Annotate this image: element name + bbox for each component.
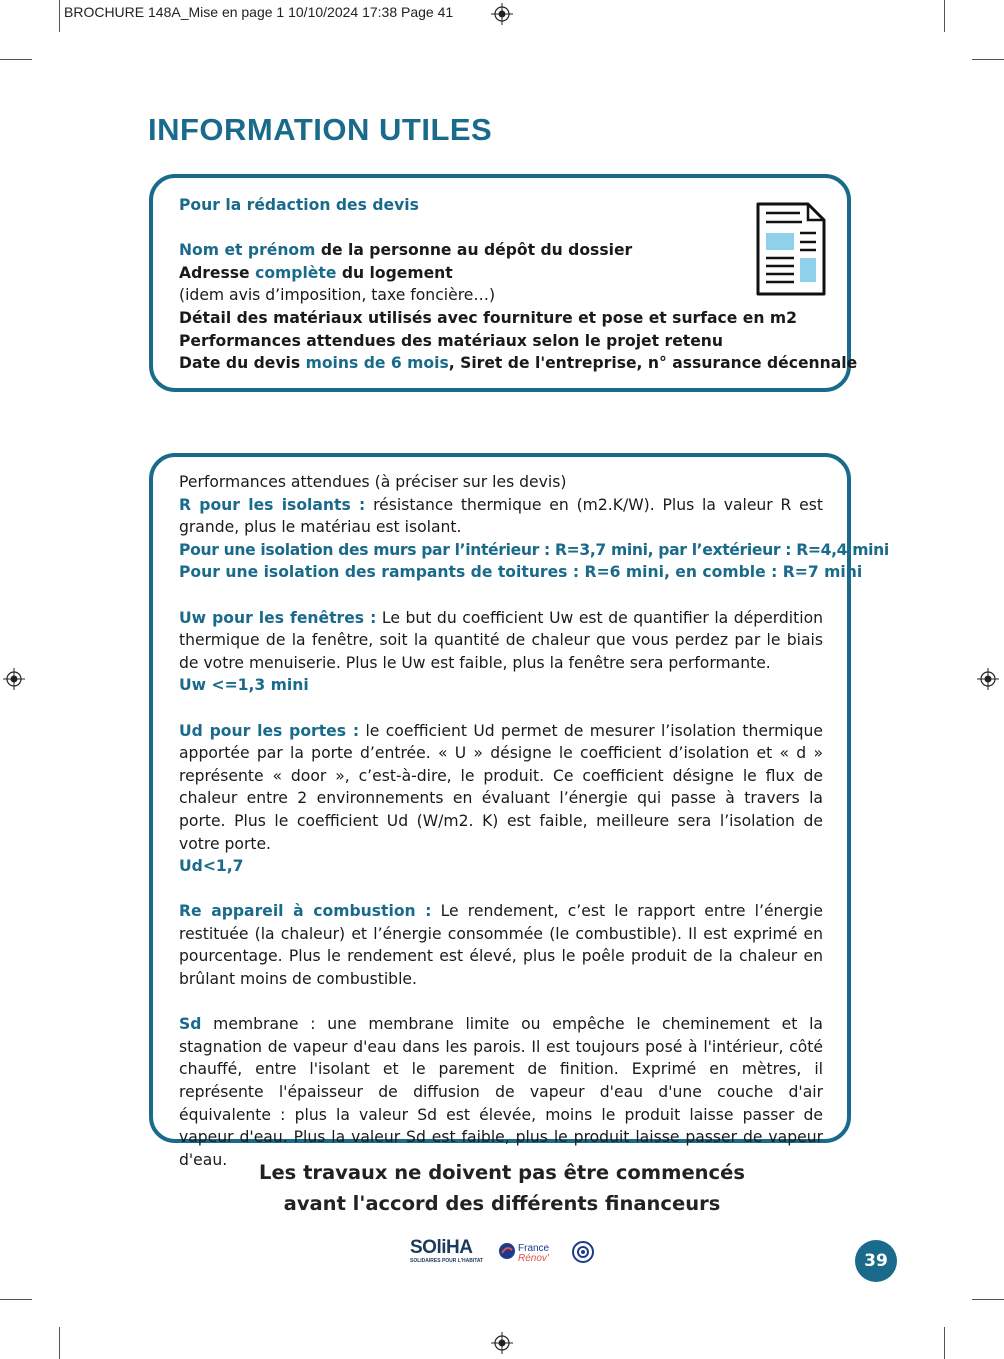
r-isolants-paragraph: R pour les isolants : résistance thermique en (m2.K/W). Plus la valeur R est grande, plus le matériau est isolant. xyxy=(179,495,824,537)
ud-paragraph: Ud pour les portes : le coefficient Ud permet de mesurer l’isolation thermique apportée par la porte d’entrée. « U » désigne le coefficient d’isolation et « d » représente « door », c’est-à-dire, le produit. Ce coefficient désigne le flux de chaleur entre 2 environnements en évaluant l’énergie qui passe à travers la porte. Plus le coefficient Ud (W/m2. K) est faible, meilleure sera l’isolation de votre porte. xyxy=(179,721,823,853)
print-header: BROCHURE 148A_Mise en page 1 10/10/2024 17:38 Page 41 xyxy=(64,4,454,20)
page-number-badge: 39 xyxy=(855,1240,897,1282)
devis-line-adresse: Adresse complète du logement xyxy=(179,263,453,282)
devis-line-nom: Nom et prénom de la personne au dépôt du dossier xyxy=(179,241,633,260)
devis-line-date: Date du devis moins de 6 mois, Siret de l'entreprise, n° assurance décennale xyxy=(179,354,858,373)
crop-mark-bl-h xyxy=(0,1299,32,1300)
crop-mark-bl-v xyxy=(59,1327,60,1359)
france-renov-emblem-icon xyxy=(497,1241,517,1261)
document-icon xyxy=(754,200,828,298)
devis-info-box xyxy=(149,174,858,392)
registration-mark-top xyxy=(491,3,513,25)
devis-line-materiaux: Détail des matériaux utilisés avec fourniture et pose et surface en m2 xyxy=(179,308,798,327)
crop-mark-tr-v xyxy=(944,0,945,32)
r-murs-line: Pour une isolation des murs par l’intérieur : R=3,7 mini, par l’extérieur : R=4,4 mini xyxy=(179,540,889,559)
crop-mark-tl-v xyxy=(59,0,60,32)
registration-mark-bottom xyxy=(491,1332,513,1354)
performances-box xyxy=(149,453,889,1169)
crop-mark-tr-h xyxy=(972,59,1004,60)
soliha-tagline: SOLIDAIRES POUR L'HABITAT xyxy=(410,1258,484,1264)
re-paragraph: Re appareil à combustion : Le rendement, c’est le rapport entre l’énergie restituée (la chaleur) et l’énergie consommée (le combustible). Il est exprimé en pourcentage. Plus le rendement est élevé, plus le poêle produit de la chaleur en brûlant moins de combustible. xyxy=(179,902,823,989)
performances-intro: Performances attendues (à préciser sur les devis) xyxy=(179,473,567,491)
soliha-logo: SOliHA xyxy=(410,1237,473,1258)
registration-mark-left xyxy=(3,668,25,690)
financeurs-warning: Les travaux ne doivent pas être commencés avant l'accord des différents financeurs xyxy=(259,1161,745,1215)
crop-mark-br-v xyxy=(944,1327,945,1359)
page-title: INFORMATION UTILES xyxy=(148,112,493,147)
uw-value: Uw <=1,3 mini xyxy=(179,676,309,695)
sd-paragraph: Sd membrane : une membrane limite ou empêche le cheminement et la stagnation de vapeur d'eau dans les parois. Il est toujours posé à l'intérieur, côté chauffé, entre l'isolant et le parement de finition. Exprimé en mètres, il représente l'épaisseur de diffusion de vapeur d'eau d'une couche d'air équivalente : plus la valeur Sd est élevée, moins le produit laisse passer de vapeur d'eau. Plus la valeur Sd est faible, plus le produit laisse passer de vapeur d'eau. xyxy=(179,1015,823,1169)
crop-mark-br-h xyxy=(972,1299,1004,1300)
devis-line-idem: (idem avis d’imposition, taxe foncière…) xyxy=(179,286,496,305)
france-renov-logo: France Rénov' xyxy=(518,1243,550,1264)
devis-heading: Pour la rédaction des devis xyxy=(179,196,419,214)
crop-mark-tl-h xyxy=(0,59,32,60)
devis-line-performances: Performances attendues des matériaux selon le projet retenu xyxy=(179,331,724,350)
uw-paragraph: Uw pour les fenêtres : Le but du coefficient Uw est de quantifier la déperdition thermique de la fenêtre, soit la quantité de chaleur que vous perdez par le biais de votre menuiserie. Plus le Uw est faible, plus la fenêtre sera performante. xyxy=(179,608,823,672)
r-rampants-line: Pour une isolation des rampants de toitures : R=6 mini, en comble : R=7 mini xyxy=(179,563,863,582)
partner-seal-icon xyxy=(571,1240,595,1264)
ud-value: Ud<1,7 xyxy=(179,857,244,876)
registration-mark-right xyxy=(977,668,999,690)
